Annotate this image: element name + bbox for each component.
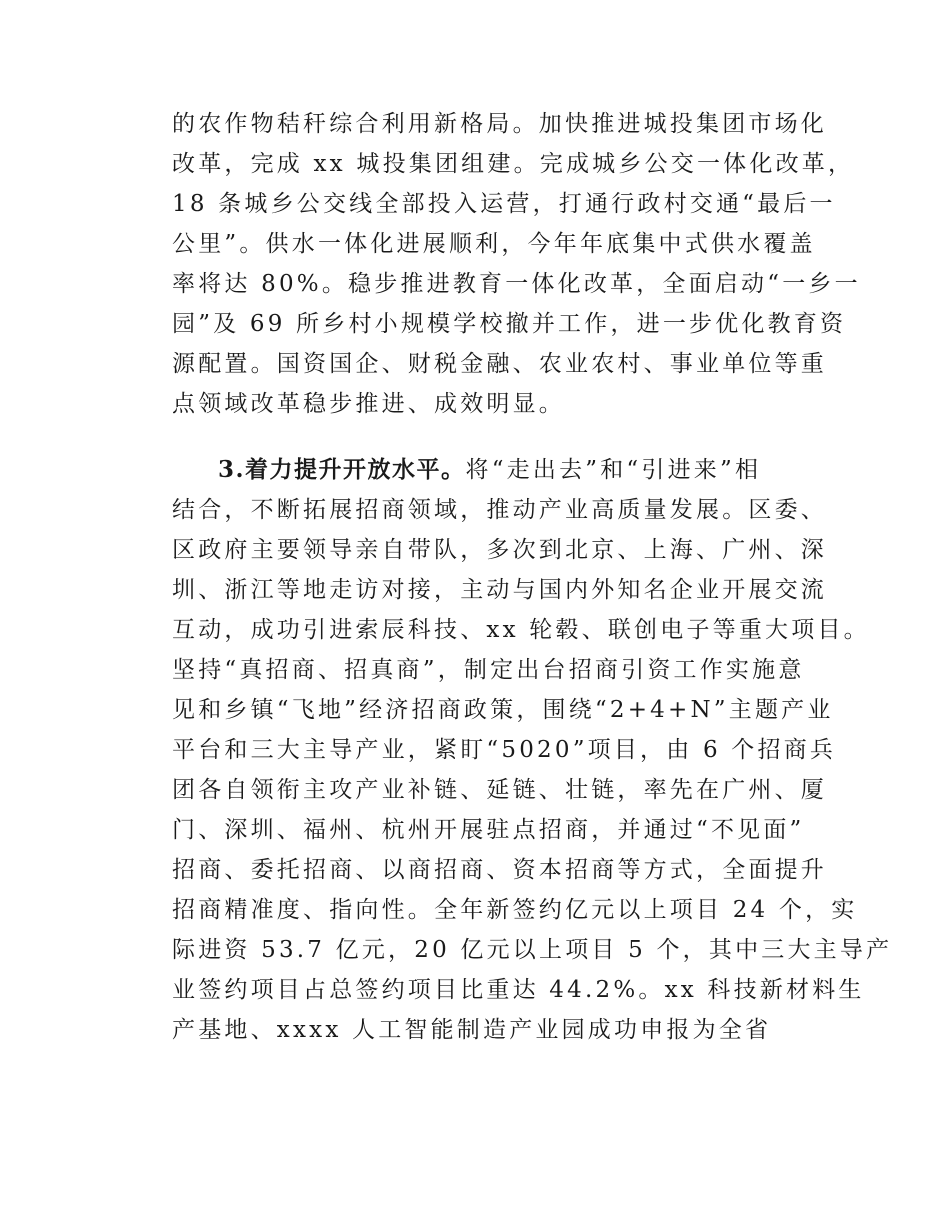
text-line: 源配置。国资国企、财税金融、农业农村、事业单位等重	[172, 351, 827, 377]
text-line: 圳、浙江等地走访对接，主动与国内外知名企业开展交流	[172, 577, 827, 603]
paragraph-reform	[172, 104, 861, 424]
text-line: 见和乡镇“飞地”经济招商政策，围绕“2+4+N”主题产业	[172, 697, 834, 723]
text-line: 招商精准度、指向性。全年新签约亿元以上项目 24 个，实	[172, 897, 858, 923]
text-line: 际进资 53.7 亿元，20 亿元以上项目 5 个，其中三大主导产	[172, 937, 893, 963]
text-line: 产基地、xxxx 人工智能制造产业园成功申报为全省	[172, 1017, 772, 1043]
text-line: 平台和三大主导产业，紧盯“5020”项目，由 6 个招商兵	[172, 737, 837, 763]
section-heading: 3.着力提升开放水平。	[218, 456, 466, 483]
text-line: 坚持“真招商、招真商”，制定出台招商引资工作实施意	[172, 657, 805, 683]
text-line: 18 条城乡公交线全部投入运营，打通行政村交通“最后一	[172, 191, 836, 217]
document-page	[172, 104, 893, 1050]
text-line: 业签约项目占总签约项目比重达 44.2%。xx 科技新材料生	[172, 977, 865, 1003]
text-line: 公里”。供水一体化进展顺利，今年年底集中式供水覆盖	[172, 231, 816, 257]
text-line: 互动，成功引进索辰科技、xx 轮毂、联创电子等重大项目。	[172, 617, 870, 643]
text-line: 招商、委托招商、以商招商、资本招商等方式，全面提升	[172, 857, 827, 883]
text-line: 门、深圳、福州、杭州开展驻点招商，并通过“不见面”	[172, 817, 805, 843]
text-line: 的农作物秸秆综合利用新格局。加快推进城投集团市场化	[172, 111, 827, 137]
text-line: 率将达 80%。稳步推进教育一体化改革，全面启动“一乡一	[172, 271, 861, 297]
text-line: 团各自领衔主攻产业补链、延链、壮链，率先在广州、厦	[172, 777, 827, 803]
text-line: 园”及 69 所乡村小规模学校撤并工作，进一步优化教育资	[172, 311, 847, 337]
paragraph-spacer	[172, 424, 812, 450]
text-line: 区政府主要领导亲自带队，多次到北京、上海、广州、深	[172, 537, 827, 563]
text-line: 结合，不断拓展招商领域，推动产业高质量发展。区委、	[172, 497, 827, 523]
text-line-first	[172, 450, 812, 490]
text-line: 点领域改革稳步推进、成效明显。	[172, 391, 565, 417]
heading-continuation: 将“走出去”和“引进来”相	[465, 457, 762, 483]
paragraph-opening-up	[172, 450, 893, 1050]
text-line: 改革，完成 xx 城投集团组建。完成城乡公交一体化改革，	[172, 151, 855, 177]
